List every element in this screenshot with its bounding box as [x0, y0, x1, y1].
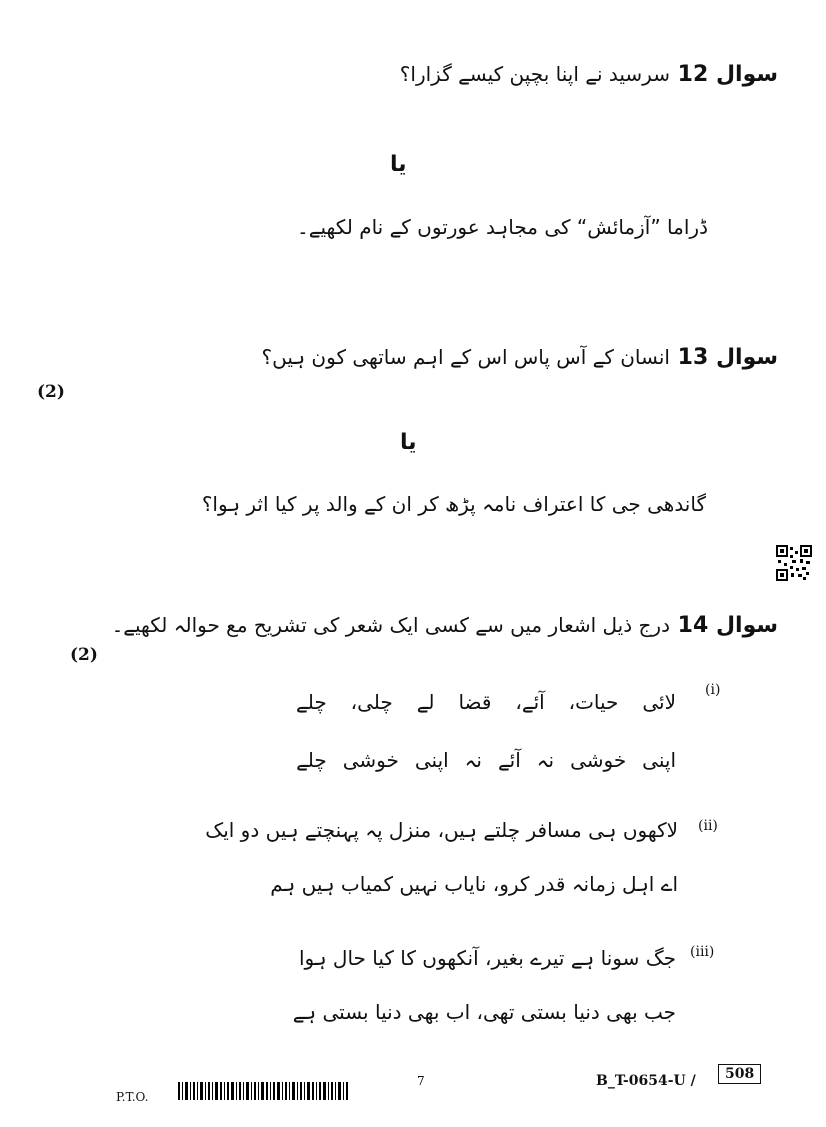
- verse-word: چلے: [296, 690, 327, 714]
- couplet-1-line1: [296, 690, 676, 714]
- verse-word: لے: [416, 690, 435, 714]
- q12-or: یا: [390, 152, 407, 177]
- couplet-2-number: (ii): [698, 818, 718, 834]
- q13-or: یا: [400, 430, 417, 455]
- verse-word: اپنی: [642, 748, 676, 772]
- verse-word: لائی: [642, 690, 676, 714]
- barcode-icon: [178, 1080, 350, 1102]
- q12-text: سرسید نے اپنا بچپن کیسے گزارا؟: [399, 62, 670, 86]
- q14-label: سوال 14: [677, 613, 778, 638]
- couplet-3-line2: جب بھی دنیا بستی تھی، اب بھی دنیا بستی ہے: [292, 1000, 676, 1024]
- q12-alt-text: ڈراما ”آزمائش“ کی مجاہد عورتوں کے نام لکھیے۔: [297, 215, 708, 239]
- q13-header: [261, 345, 778, 370]
- q12-label: سوال 12: [677, 62, 778, 87]
- verse-word: خوشی: [570, 748, 627, 772]
- q14-marks: (2): [70, 645, 98, 665]
- couplet-1-line2: [296, 748, 676, 772]
- couplet-3-line1: جگ سونا ہے تیرے بغیر، آنکھوں کا کیا حال ہوا: [298, 946, 676, 970]
- pto-label: P.T.O.: [116, 1090, 149, 1104]
- q13-marks: (2): [37, 382, 65, 402]
- q14-text: درج ذیل اشعار میں سے کسی ایک شعر کی تشریح مع حوالہ لکھیے۔: [111, 613, 670, 637]
- verse-word: نہ: [464, 748, 482, 772]
- verse-word: اپنی: [414, 748, 449, 772]
- couplet-2-line2: اے اہل زمانہ قدر کرو، نایاب نہیں کمیاب ہیں ہم: [270, 872, 678, 896]
- q14-header: [112, 613, 778, 638]
- verse-word: آئے: [497, 748, 521, 772]
- q13-label: سوال 13: [677, 345, 778, 370]
- couplet-3-number: (iii): [690, 944, 715, 960]
- verse-word: آئے،: [515, 690, 545, 714]
- q13-text: انسان کے آس پاس اس کے اہم ساتھی کون ہیں؟: [261, 345, 670, 369]
- verse-word: چلے: [296, 748, 327, 772]
- page-number: 7: [417, 1074, 425, 1088]
- paper-code-box: 508: [718, 1064, 761, 1084]
- q12-header: [400, 62, 778, 87]
- couplet-2-line1: لاکھوں ہی مسافر چلتے ہیں، منزل پہ پہنچتے ہیں دو ایک: [205, 818, 678, 842]
- verse-word: چلی،: [350, 690, 393, 714]
- verse-word: حیات،: [568, 690, 619, 714]
- couplet-1-number: (i): [705, 682, 721, 698]
- verse-word: نہ: [536, 748, 555, 772]
- verse-word: خوشی: [342, 748, 399, 772]
- paper-code: B_T-0654-U /: [596, 1073, 696, 1089]
- qr-code-icon: [776, 545, 812, 581]
- q13-alt-text: گاندھی جی کا اعتراف نامہ پڑھ کر ان کے والد پر کیا اثر ہوا؟: [201, 492, 706, 516]
- verse-word: قضا: [458, 690, 492, 714]
